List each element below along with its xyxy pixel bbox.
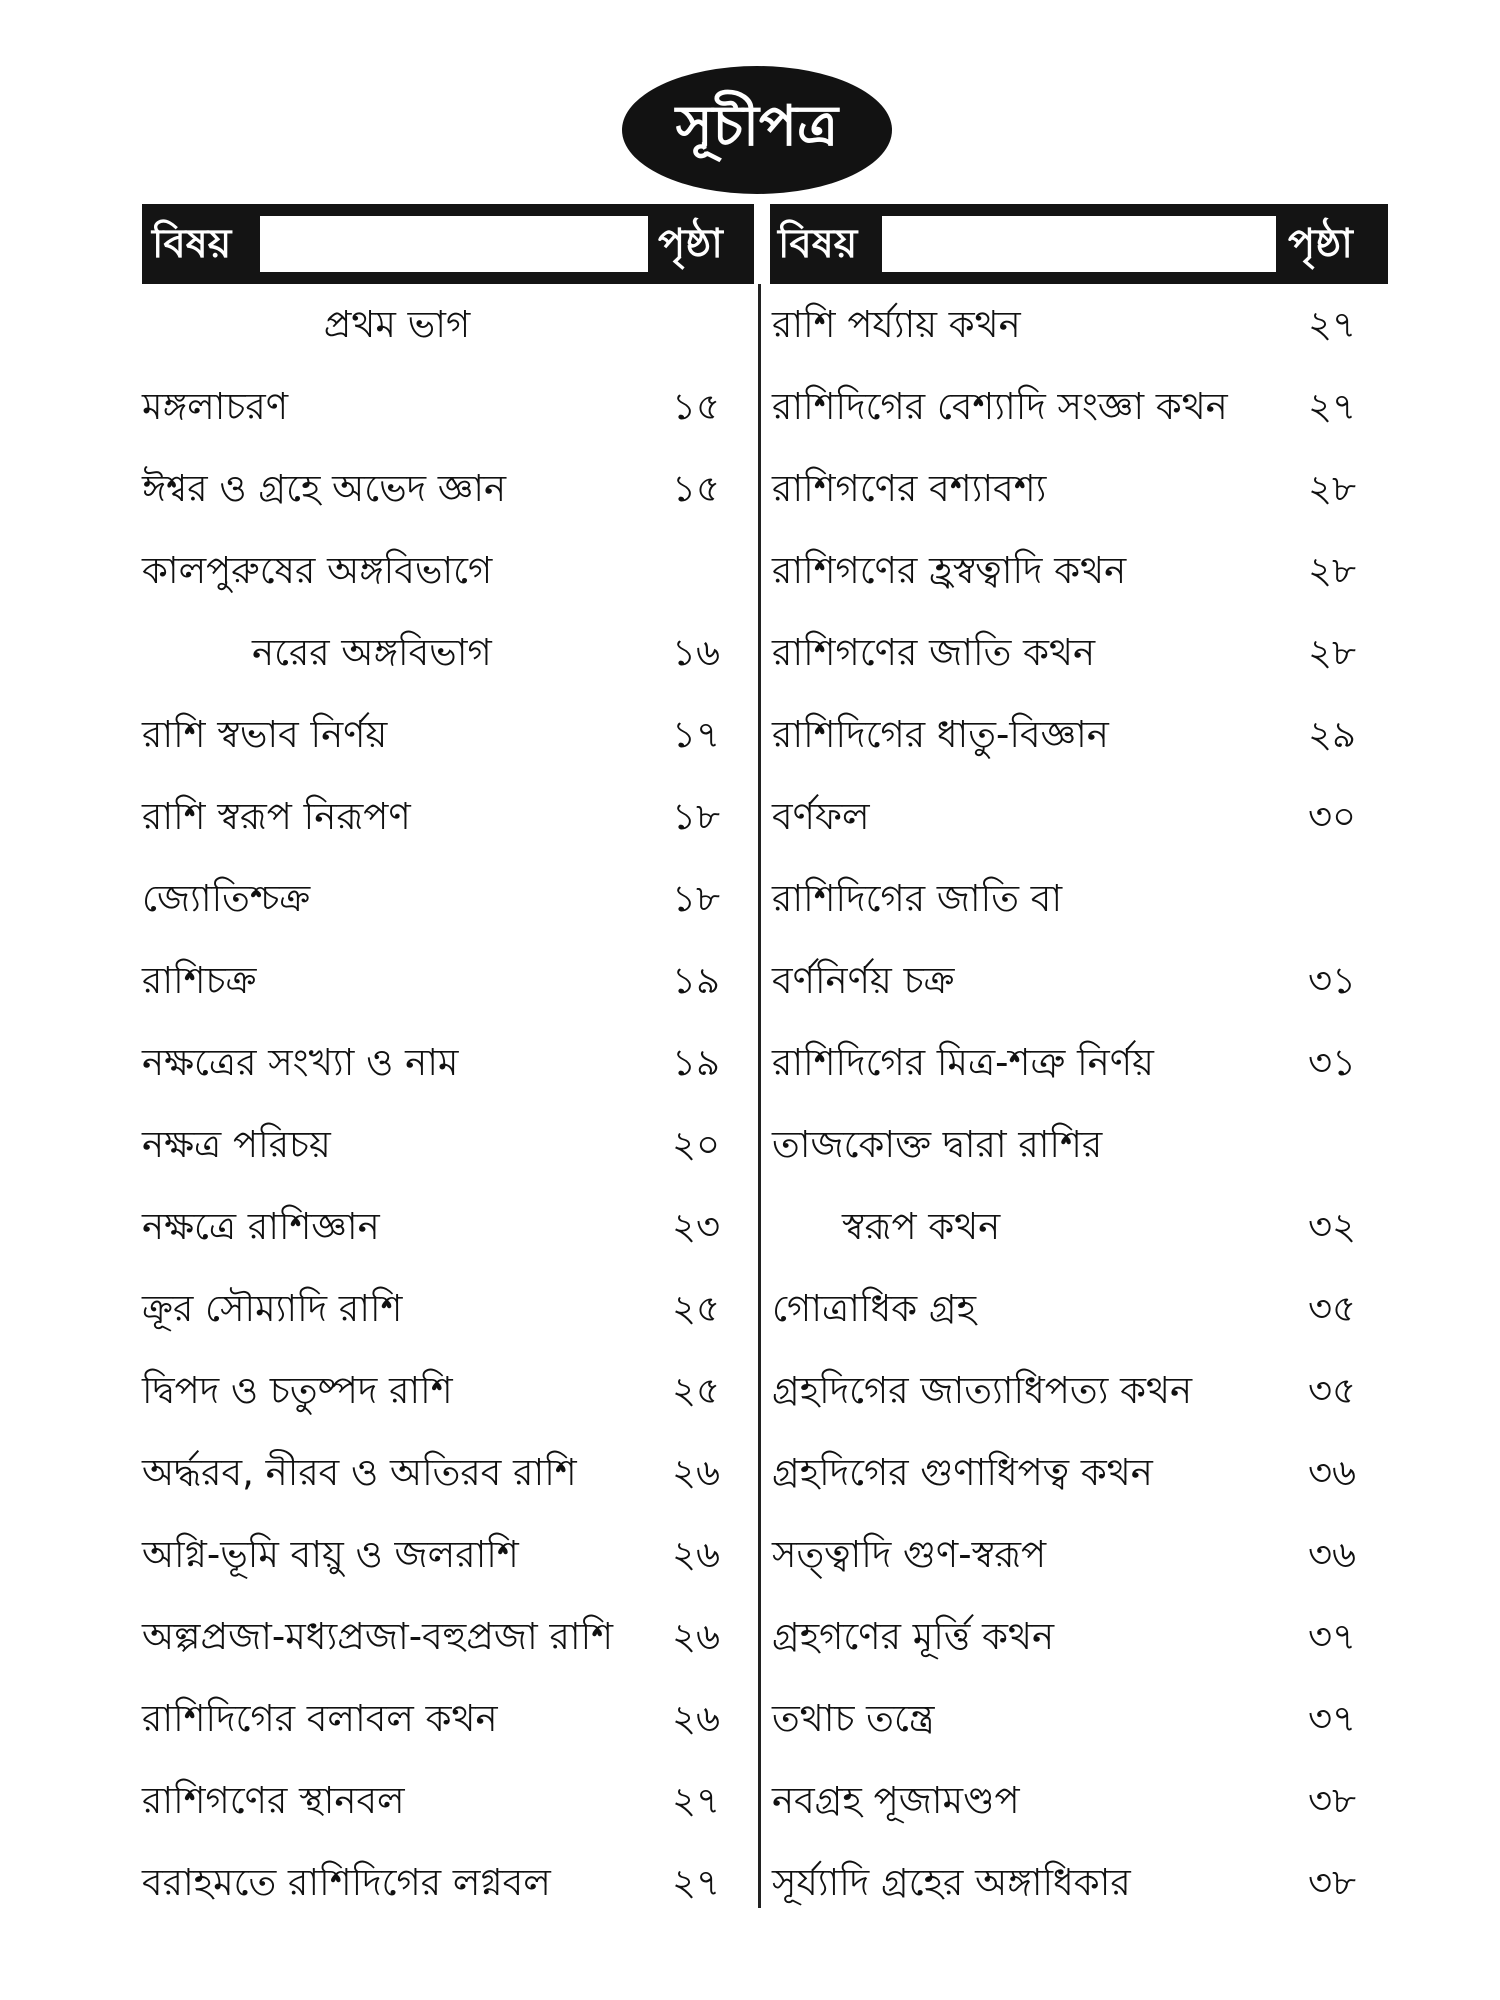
page-number: ৩৮	[1308, 1779, 1357, 1822]
left-header-blank	[260, 216, 648, 272]
page-number: ১৭	[672, 713, 721, 756]
entry-title: রাশিগণের স্থানবল	[142, 1779, 405, 1822]
page-number: ৩০	[1308, 795, 1357, 838]
entry-title: নবগ্রহ পূজামণ্ডপ	[772, 1779, 1020, 1822]
list-item	[142, 1432, 742, 1514]
entry-title: মঙ্গলাচরণ	[142, 385, 289, 428]
list-item	[772, 1596, 1378, 1678]
left-page-header: পৃষ্ঠা	[658, 221, 723, 267]
left-subject-header: বিষয়	[152, 221, 232, 267]
page-number: ২৮	[1308, 467, 1357, 510]
entry-title: ক্রূর সৌম্যাদি রাশি	[142, 1287, 403, 1330]
list-item	[772, 1104, 1378, 1186]
entry-title: গোত্রাধিক গ্রহ	[772, 1287, 977, 1330]
list-item	[142, 284, 742, 366]
list-item	[142, 1022, 742, 1104]
page-number: ৩২	[1308, 1205, 1357, 1248]
list-item	[772, 284, 1378, 366]
entry-title: বর্ণনির্ণয় চক্র	[772, 959, 955, 1002]
list-item	[772, 1186, 1378, 1268]
list-item	[142, 1104, 742, 1186]
entry-title: রাশি স্বরূপ নিরূপণ	[142, 795, 411, 838]
list-item	[772, 1760, 1378, 1842]
entry-title: রাশিগণের হ্রস্বত্বাদি কথন	[772, 549, 1127, 592]
page-number: ৩১	[1308, 959, 1357, 1002]
page-number: ৩৬	[1308, 1533, 1357, 1576]
section-heading: প্রথম ভাগ	[323, 303, 471, 346]
page-number: ৩৭	[1308, 1615, 1357, 1658]
page-number: ৩১	[1308, 1041, 1357, 1084]
entry-title: নক্ষত্র পরিচয়	[142, 1123, 331, 1166]
column-divider	[758, 284, 761, 1908]
list-item	[142, 448, 742, 530]
entry-title: অল্পপ্রজা-মধ্যপ্রজা-বহুপ্রজা রাশি	[142, 1615, 614, 1658]
right-page-header: পৃষ্ঠা	[1288, 221, 1353, 267]
list-item	[772, 1514, 1378, 1596]
list-item	[772, 858, 1378, 940]
page-number: ২৭	[1308, 303, 1357, 346]
entry-title: গ্রহদিগের গুণাধিপত্ব কথন	[772, 1451, 1153, 1494]
page-number: ১৯	[672, 959, 721, 1002]
list-item	[142, 1678, 742, 1760]
entry-title: রাশিগণের জাতি কথন	[772, 631, 1096, 674]
list-item	[772, 612, 1378, 694]
entry-title: অগ্নি-ভূমি বায়ু ও জলরাশি	[142, 1533, 519, 1576]
entry-title: নরের অঙ্গবিভাগ	[252, 631, 492, 674]
list-item	[142, 1268, 742, 1350]
list-item	[142, 1350, 742, 1432]
list-item	[772, 694, 1378, 776]
entry-title: রাশি স্বভাব নির্ণয়	[142, 713, 388, 756]
list-item	[772, 940, 1378, 1022]
page-number: ২৭	[672, 1861, 721, 1904]
list-item	[772, 1268, 1378, 1350]
list-item	[772, 1022, 1378, 1104]
right-header-bar	[770, 204, 1388, 284]
right-header-blank	[882, 216, 1276, 272]
page-number: ২৫	[672, 1287, 721, 1330]
list-item	[772, 530, 1378, 612]
entry-title: রাশিদিগের জাতি বা	[772, 877, 1063, 920]
page-number: ২৭	[1308, 385, 1357, 428]
entry-title: স্বরূপ কথন	[842, 1205, 1001, 1248]
left-column	[142, 284, 742, 1908]
list-item	[772, 1350, 1378, 1432]
page-number: ৩৫	[1308, 1369, 1357, 1412]
entry-title: অর্দ্ধরব, নীরব ও অতিরব রাশি	[142, 1451, 577, 1494]
entry-title: তাজকোক্ত দ্বারা রাশির	[772, 1123, 1103, 1166]
list-item	[142, 858, 742, 940]
list-item	[772, 1432, 1378, 1514]
page-number: ৩৬	[1308, 1451, 1357, 1494]
entry-title: বরাহমতে রাশিদিগের লগ্নবল	[142, 1861, 551, 1904]
right-subject-header: বিষয়	[778, 221, 858, 267]
entry-title: জ্যোতিশ্চক্র	[142, 877, 311, 920]
list-item	[142, 366, 742, 448]
page-title: সূচীপত্র	[675, 94, 839, 159]
left-header-bar	[142, 204, 754, 284]
entry-title: বর্ণফল	[772, 795, 870, 838]
page-number: ৩৮	[1308, 1861, 1357, 1904]
entry-title: দ্বিপদ ও চতুষ্পদ রাশি	[142, 1369, 453, 1412]
entry-title: রাশিগণের বশ্যাবশ্য	[772, 467, 1047, 510]
entry-title: রাশিদিগের ধাতু-বিজ্ঞান	[772, 713, 1109, 756]
list-item	[142, 694, 742, 776]
page-number: ১৫	[672, 385, 721, 428]
entry-title: রাশিচক্র	[142, 959, 257, 1002]
list-item	[142, 1842, 742, 1924]
entry-title: রাশিদিগের মিত্র-শত্রু নির্ণয়	[772, 1041, 1154, 1084]
entry-title: কালপুরুষের অঙ্গবিভাগে	[142, 549, 493, 592]
list-item	[772, 366, 1378, 448]
list-item	[142, 1186, 742, 1268]
list-item	[772, 1678, 1378, 1760]
page-number: ২৬	[672, 1615, 721, 1658]
list-item	[142, 940, 742, 1022]
page-number: ২৮	[1308, 549, 1357, 592]
entry-title: রাশি পর্য্যায় কথন	[772, 303, 1021, 346]
entry-title: গ্রহদিগের জাত্যাধিপত্য কথন	[772, 1369, 1193, 1412]
page-number: ২৯	[1308, 713, 1357, 756]
entry-title: রাশিদিগের বলাবল কথন	[142, 1697, 498, 1740]
list-item	[772, 776, 1378, 858]
page-number: ২৩	[672, 1205, 721, 1248]
page-number: ২৬	[672, 1451, 721, 1494]
entry-title: তথাচ তন্ত্রে	[772, 1697, 935, 1740]
list-item	[142, 612, 742, 694]
list-item	[772, 448, 1378, 530]
page-number: ২৭	[672, 1779, 721, 1822]
entry-title: সূর্য্যাদি গ্রহের অঙ্গাধিকার	[772, 1861, 1131, 1904]
entry-title: ঈশ্বর ও গ্রহে অভেদ জ্ঞান	[142, 467, 507, 510]
page-number: ২০	[672, 1123, 721, 1166]
list-item	[142, 1514, 742, 1596]
page-number: ১৯	[672, 1041, 721, 1084]
page-number: ১৮	[672, 795, 721, 838]
right-column	[772, 284, 1378, 1908]
list-item	[142, 530, 742, 612]
list-item	[142, 1760, 742, 1842]
entry-title: নক্ষত্রের সংখ্যা ও নাম	[142, 1041, 459, 1084]
entry-title: নক্ষত্রে রাশিজ্ঞান	[142, 1205, 380, 1248]
page-number: ২৫	[672, 1369, 721, 1412]
entry-title: সত্ত্বাদি গুণ-স্বরূপ	[772, 1533, 1047, 1576]
list-item	[142, 776, 742, 858]
page-number: ২৬	[672, 1697, 721, 1740]
list-item	[142, 1596, 742, 1678]
page-number: ২৬	[672, 1533, 721, 1576]
page-number: ১৮	[672, 877, 721, 920]
page-number: ৩৭	[1308, 1697, 1357, 1740]
entry-title: রাশিদিগের বেশ্যাদি সংজ্ঞা কথন	[772, 385, 1228, 428]
page-number: ১৫	[672, 467, 721, 510]
page-number: ৩৫	[1308, 1287, 1357, 1330]
page-number: ১৬	[672, 631, 721, 674]
page-number: ২৮	[1308, 631, 1357, 674]
entry-title: গ্রহগণের মূর্ত্তি কথন	[772, 1615, 1055, 1658]
list-item	[772, 1842, 1378, 1924]
title-badge	[622, 66, 892, 194]
